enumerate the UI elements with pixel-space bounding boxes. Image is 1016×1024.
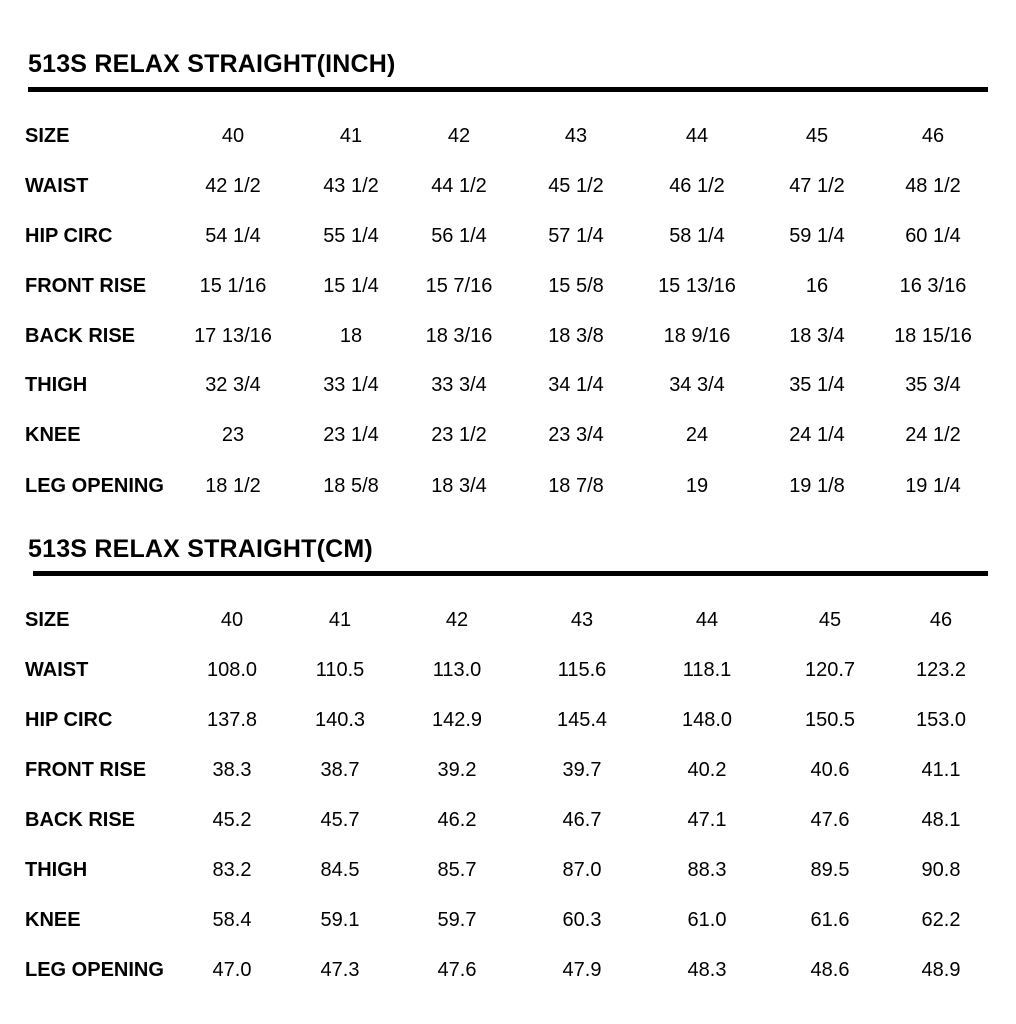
table-cell: 61.6 — [810, 909, 850, 931]
row-label: WAIST — [25, 659, 89, 681]
table-cell: 15 1/16 — [199, 275, 267, 297]
table-cell: 48.9 — [921, 959, 961, 981]
table-cell: 17 13/16 — [194, 325, 272, 347]
cm-table-title: 513S RELAX STRAIGHT(CM) — [28, 535, 373, 563]
table-cell: 15 5/8 — [548, 275, 604, 297]
table-cell: 60.3 — [562, 909, 602, 931]
table-cell: 153.0 — [915, 709, 967, 731]
table-row — [0, 171, 1016, 201]
table-row — [0, 471, 1016, 501]
table-row — [0, 905, 1016, 935]
table-cell: 47.9 — [562, 959, 602, 981]
table-cell: 18 15/16 — [894, 325, 972, 347]
table-cell: 83.2 — [212, 859, 252, 881]
table-cell: 137.8 — [206, 709, 258, 731]
table-cell: 84.5 — [320, 859, 360, 881]
table-cell: 47 1/2 — [789, 175, 845, 197]
table-cell: 15 1/4 — [323, 275, 379, 297]
table-cell: 48 1/2 — [905, 175, 961, 197]
cm-title-rule — [33, 571, 988, 576]
table-cell: 33 3/4 — [431, 374, 487, 396]
table-cell: 18 7/8 — [548, 475, 604, 497]
table-cell: 140.3 — [314, 709, 366, 731]
table-cell: 46 — [929, 609, 953, 631]
table-cell: 89.5 — [810, 859, 850, 881]
table-cell: 38.7 — [320, 759, 360, 781]
table-cell: 23 — [221, 424, 245, 446]
table-cell: 90.8 — [921, 859, 961, 881]
table-cell: 59.1 — [320, 909, 360, 931]
table-cell: 40 — [221, 125, 245, 147]
table-cell: 42 1/2 — [205, 175, 261, 197]
row-label: FRONT RISE — [25, 759, 147, 781]
inch-title-rule — [28, 87, 988, 92]
table-cell: 62.2 — [921, 909, 961, 931]
row-label: LEG OPENING — [25, 959, 164, 981]
table-cell: 150.5 — [804, 709, 856, 731]
table-cell: 15 13/16 — [658, 275, 736, 297]
table-cell: 123.2 — [915, 659, 967, 681]
table-cell: 18 3/4 — [789, 325, 845, 347]
table-cell: 115.6 — [557, 659, 607, 681]
table-cell: 43 — [564, 125, 588, 147]
table-cell: 40.6 — [810, 759, 850, 781]
table-cell: 16 3/16 — [899, 275, 967, 297]
row-label: SIZE — [25, 609, 70, 631]
table-row — [0, 805, 1016, 835]
table-cell: 46 — [921, 125, 945, 147]
table-cell: 113.0 — [432, 659, 482, 681]
table-cell: 18 3/4 — [431, 475, 487, 497]
table-cell: 45 1/2 — [548, 175, 604, 197]
table-cell: 56 1/4 — [431, 225, 487, 247]
table-row — [0, 321, 1016, 351]
table-cell: 44 — [685, 125, 709, 147]
table-cell: 41 — [339, 125, 363, 147]
table-cell: 23 3/4 — [548, 424, 604, 446]
table-row — [0, 755, 1016, 785]
table-cell: 19 — [685, 475, 709, 497]
row-label: LEG OPENING — [25, 475, 164, 497]
table-cell: 108.0 — [206, 659, 258, 681]
table-cell: 48.3 — [687, 959, 727, 981]
table-cell: 142.9 — [431, 709, 483, 731]
table-cell: 18 3/8 — [548, 325, 604, 347]
row-label: WAIST — [25, 175, 89, 197]
table-cell: 47.0 — [212, 959, 252, 981]
table-cell: 41 — [328, 609, 352, 631]
table-cell: 18 1/2 — [205, 475, 261, 497]
table-cell: 19 1/4 — [905, 475, 961, 497]
table-cell: 47.3 — [320, 959, 360, 981]
table-cell: 47.6 — [437, 959, 477, 981]
table-cell: 23 1/4 — [323, 424, 379, 446]
table-cell: 148.0 — [681, 709, 733, 731]
table-cell: 34 1/4 — [548, 374, 604, 396]
table-cell: 43 1/2 — [323, 175, 379, 197]
table-cell: 24 1/4 — [789, 424, 845, 446]
table-cell: 15 7/16 — [425, 275, 493, 297]
table-cell: 54 1/4 — [205, 225, 261, 247]
table-cell: 39.7 — [562, 759, 602, 781]
table-cell: 58 1/4 — [669, 225, 725, 247]
table-cell: 46.7 — [562, 809, 602, 831]
table-row — [0, 271, 1016, 301]
row-label: SIZE — [25, 125, 70, 147]
table-cell: 19 1/8 — [789, 475, 845, 497]
table-cell: 45.2 — [212, 809, 252, 831]
table-cell: 42 — [445, 609, 469, 631]
table-cell: 85.7 — [437, 859, 477, 881]
table-row — [0, 705, 1016, 735]
table-cell: 47.1 — [687, 809, 727, 831]
table-cell: 120.7 — [804, 659, 856, 681]
table-cell: 60 1/4 — [905, 225, 961, 247]
table-row — [0, 370, 1016, 400]
table-row — [0, 420, 1016, 450]
table-cell: 47.6 — [810, 809, 850, 831]
table-cell: 18 9/16 — [663, 325, 731, 347]
table-cell: 24 1/2 — [905, 424, 961, 446]
row-label: HIP CIRC — [25, 225, 113, 247]
table-cell: 18 3/16 — [425, 325, 493, 347]
row-label: HIP CIRC — [25, 709, 113, 731]
table-cell: 59.7 — [437, 909, 477, 931]
table-row — [0, 655, 1016, 685]
table-cell: 33 1/4 — [323, 374, 379, 396]
table-cell: 18 — [339, 325, 363, 347]
table-cell: 48.6 — [810, 959, 850, 981]
table-cell: 55 1/4 — [323, 225, 379, 247]
row-label: FRONT RISE — [25, 275, 147, 297]
table-cell: 32 3/4 — [205, 374, 261, 396]
table-cell: 24 — [685, 424, 709, 446]
table-cell: 35 3/4 — [905, 374, 961, 396]
table-cell: 42 — [447, 125, 471, 147]
table-cell: 18 5/8 — [323, 475, 379, 497]
table-row — [0, 855, 1016, 885]
row-label: KNEE — [25, 424, 81, 446]
table-cell: 61.0 — [687, 909, 727, 931]
table-cell: 118.1 — [682, 659, 732, 681]
table-cell: 45 — [805, 125, 829, 147]
table-cell: 44 1/2 — [431, 175, 487, 197]
table-cell: 110.5 — [315, 659, 365, 681]
row-label: KNEE — [25, 909, 81, 931]
table-cell: 45 — [818, 609, 842, 631]
table-cell: 43 — [570, 609, 594, 631]
table-row — [0, 221, 1016, 251]
row-label: THIGH — [25, 374, 88, 396]
table-cell: 58.4 — [212, 909, 252, 931]
table-cell: 46 1/2 — [669, 175, 725, 197]
row-label: THIGH — [25, 859, 88, 881]
table-cell: 46.2 — [437, 809, 477, 831]
table-cell: 88.3 — [687, 859, 727, 881]
table-cell: 59 1/4 — [789, 225, 845, 247]
table-cell: 48.1 — [921, 809, 961, 831]
row-label: BACK RISE — [25, 325, 136, 347]
table-cell: 34 3/4 — [669, 374, 725, 396]
table-cell: 40.2 — [687, 759, 727, 781]
table-cell: 40 — [220, 609, 244, 631]
table-cell: 145.4 — [556, 709, 608, 731]
table-row — [0, 605, 1016, 635]
table-cell: 35 1/4 — [789, 374, 845, 396]
table-cell: 44 — [695, 609, 719, 631]
table-cell: 41.1 — [921, 759, 961, 781]
inch-table-title: 513S RELAX STRAIGHT(INCH) — [28, 50, 396, 78]
table-row — [0, 955, 1016, 985]
table-cell: 38.3 — [212, 759, 252, 781]
table-row — [0, 121, 1016, 151]
table-cell: 39.2 — [437, 759, 477, 781]
table-cell: 57 1/4 — [548, 225, 604, 247]
row-label: BACK RISE — [25, 809, 136, 831]
table-cell: 87.0 — [562, 859, 602, 881]
table-cell: 23 1/2 — [431, 424, 487, 446]
table-cell: 16 — [805, 275, 829, 297]
table-cell: 45.7 — [320, 809, 360, 831]
